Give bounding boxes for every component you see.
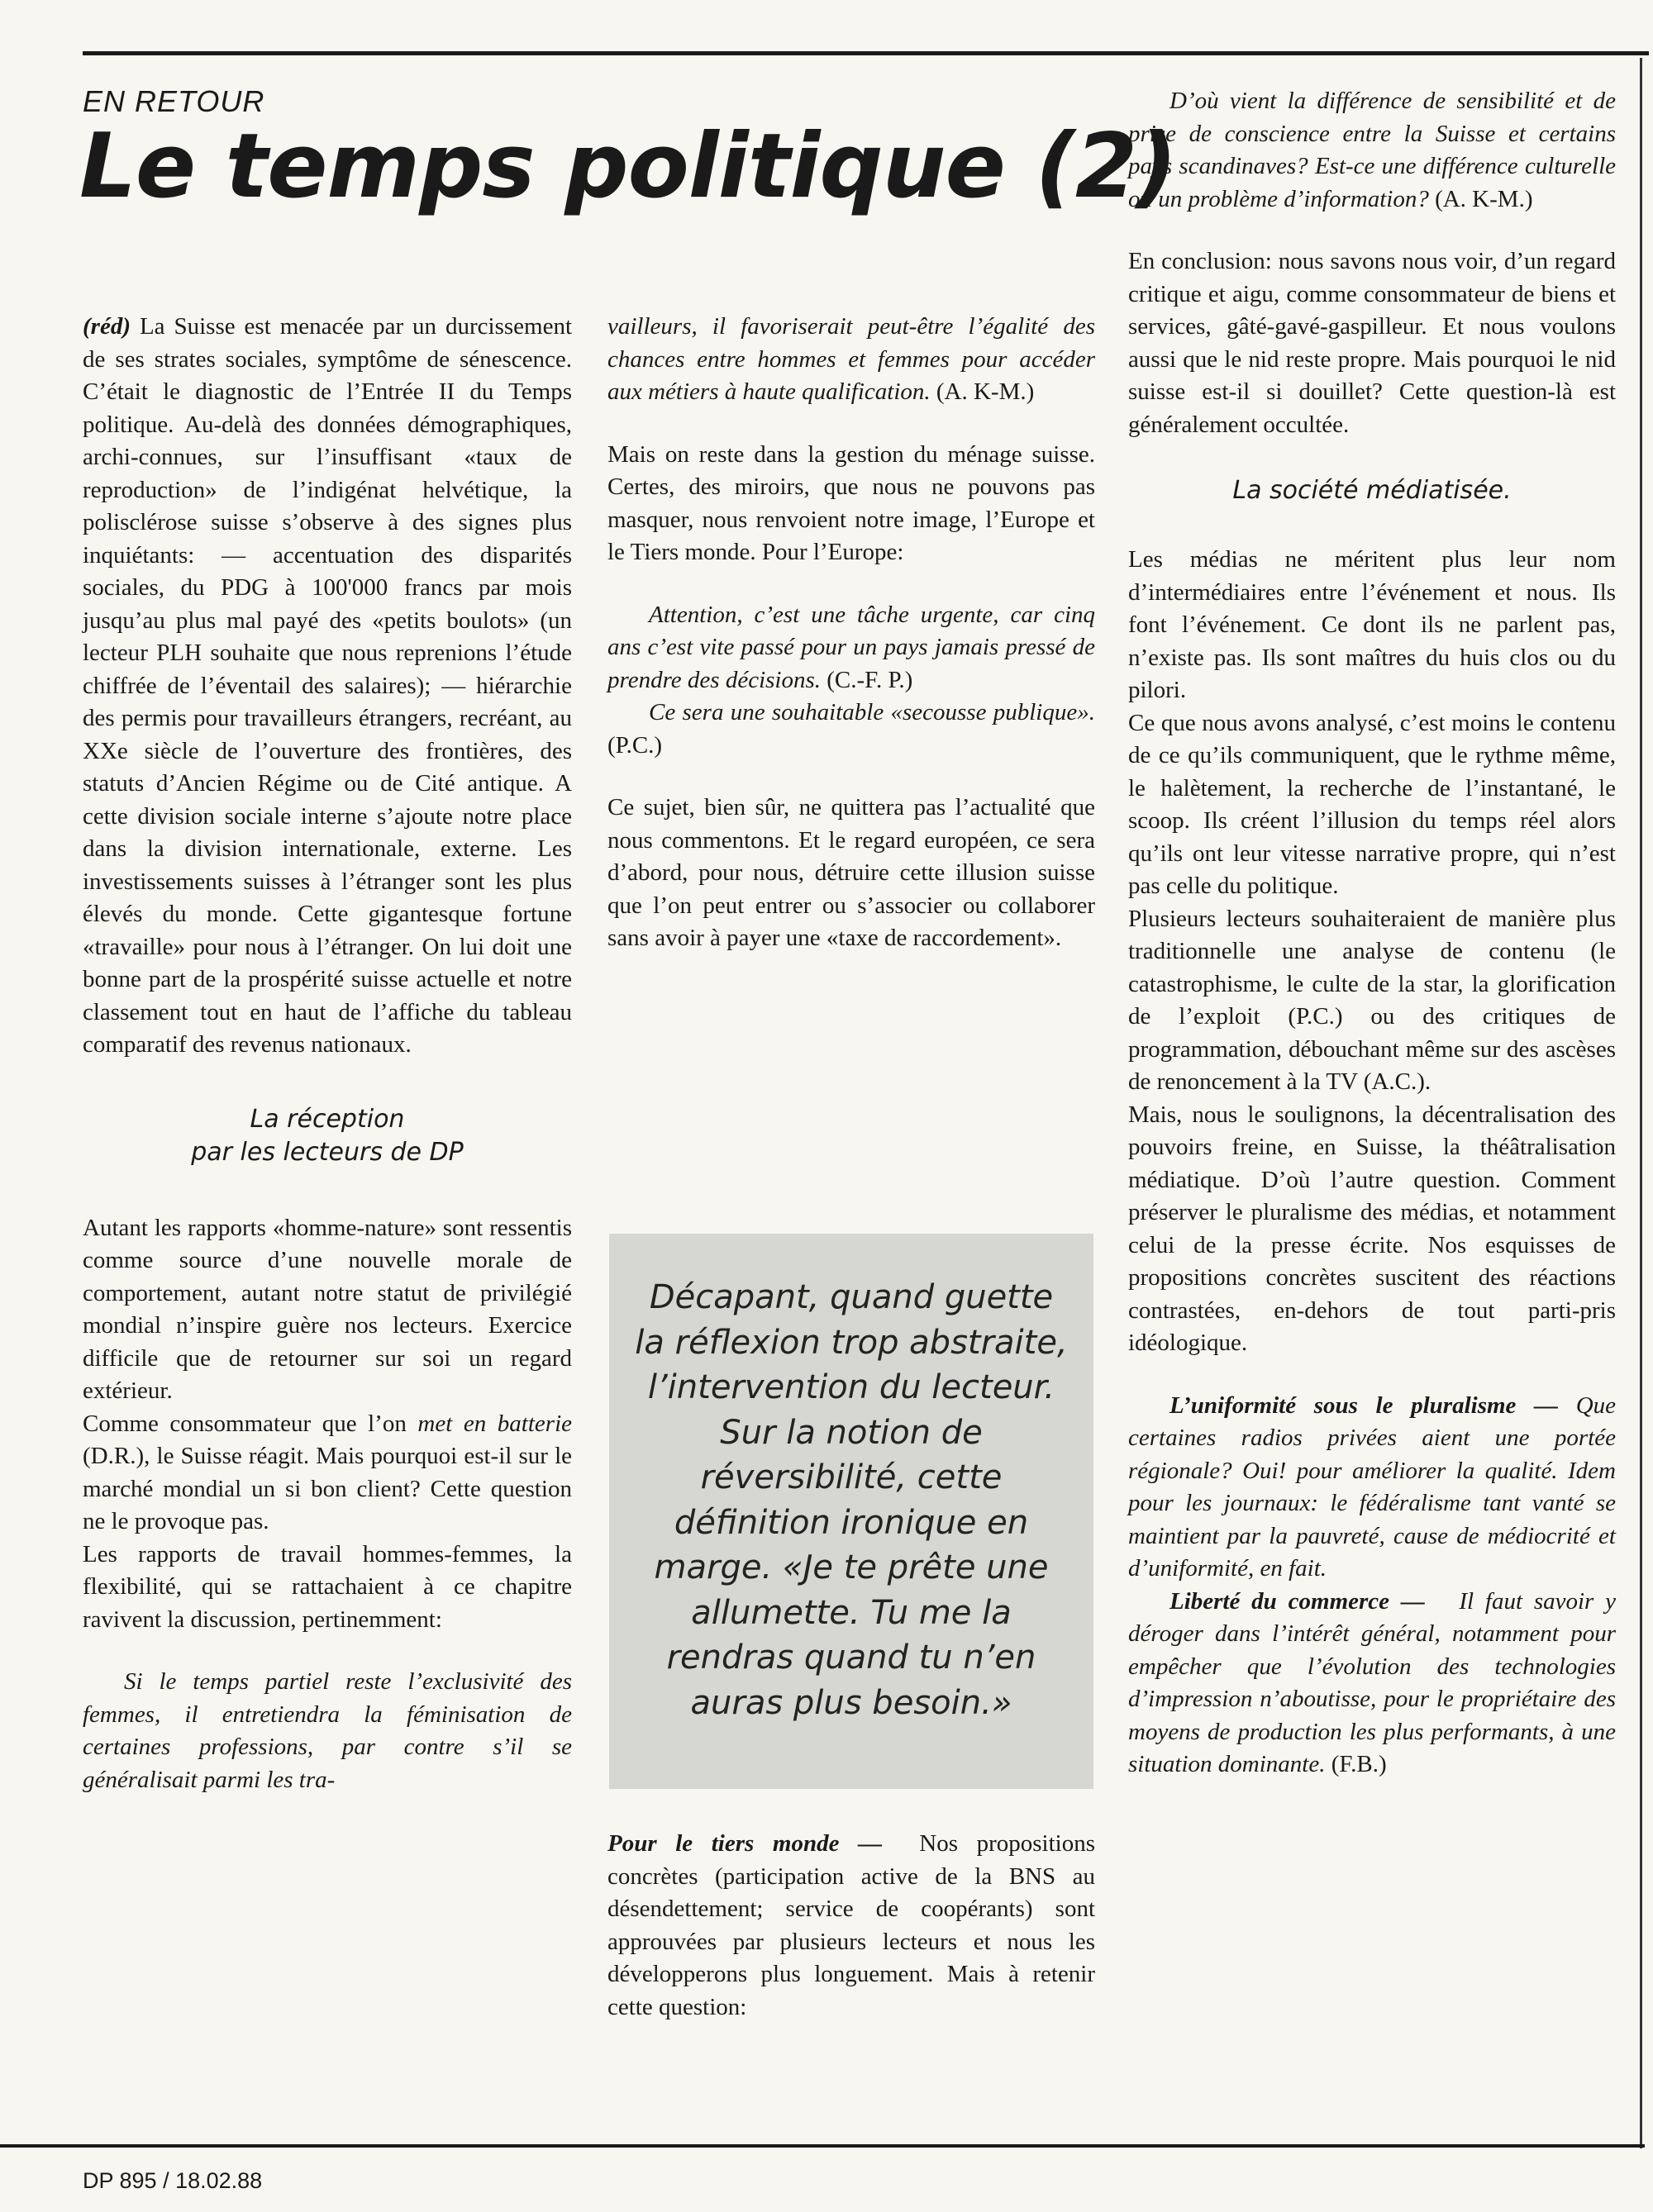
- reader-quote: Ce sera une souhaitable «secousse publique». (P.C.): [607, 699, 1095, 759]
- reader-quote: Si le temps partiel reste l’exclusivité des femmes, il entretiendra la féminisation de certaines professions, par contre s’il se généralisait parmi les tra-: [83, 1668, 572, 1793]
- bottom-rule: [0, 2144, 1645, 2148]
- reader-quote: L’uniformité sous le pluralisme — Que certaines radios privées aient une portée régionale? Oui! pour améliorer la qualité. Idem pour les journaux: le fédéralisme tant vanté se maintient par la pauvreté, cause de médiocrité et d’uniformité, en fait.: [1128, 1391, 1617, 1582]
- paragraph: En conclusion: nous savons nous voir, d’un regard critique et aigu, comme consommateur de biens et services, gâté-gavé-gaspilleur. Et nous voulons aussi que le nid reste propre. Mais pourquoi le nid suisse est-il si douillet? Cette question-là est généralement occultée.: [1128, 248, 1616, 438]
- runin-heading: Pour le tiers monde —: [607, 1830, 883, 1857]
- intro-paragraph: [83, 311, 572, 1062]
- pull-quote-box: Décapant, quand guette la réflexion trop abstraite, l’intervention du lecteur. Sur la notion de réversibilité, cette définition ironique en marge. «Je te prête une allumette. Tu me la rendras quand tu n’en auras plus besoin.»: [609, 1234, 1093, 1789]
- reader-quote: Attention, c’est une tâche urgente, car cinq ans c’est vite passé pour un pays jamais pressé de prendre des décisions. (C.-F. P.): [607, 601, 1095, 693]
- issue-footer: DP 895 / 18.02.88: [83, 2168, 263, 2193]
- article-title: Le temps politique (2): [79, 115, 1177, 218]
- subhead-line-2: par les lecteurs de DP: [191, 1137, 464, 1167]
- section-label: EN RETOUR: [83, 84, 265, 118]
- subhead-reception: [83, 1103, 572, 1169]
- paragraph: Pour le tiers monde — Nos propositions concrètes (participation active de la BNS au désendettement; service de coopérants) sont approuvées par plusieurs lecteurs et nous les développerons plus longuement. Mais à retenir cette question:: [607, 1830, 1096, 2020]
- column-1: [83, 311, 572, 1796]
- reader-quote-end: vailleurs, il favoriserait peut-être l’égalité des chances entre hommes et femmes pour accéder aux métiers à haute qualification. (A. K-M.): [607, 313, 1095, 405]
- intro-text: La Suisse est menacée par un durcissement de ses strates sociales, symptôme de sénescence. C’était le diagnostic de l’Entrée II du Temps politique. Au-delà des données démographiques, archi-connues, sur l’insuffisant «taux de reproduction» de l’indigénat helvétique, la polisclérose suisse s’observe à des signes plus inquiétants: — accentuation des disparités sociales, du PDG à 100'000 francs par mois jusqu’au plus mal payé des «petits boulots» (un lecteur PLH souhaite que nous reprenions l’étude chiffrée de l’éventail des salaires); — hiérarchie des permis pour travailleurs étrangers, recréant, au XXe siècle de l’ouverture des frontières, des statuts d’Ancien Régime ou de Cité antique. A cette division sociale interne s’ajoute notre place dans la division internationale, externe. Les investissements suisses à l’étranger sont les plus élevés du monde. Cette gigantesque fortune «travaille» pour nous à l’étranger. On lui doit une bonne part de la prospérité suisse actuelle et notre classement tout en haut de l’affiche du tableau comparatif des revenus nationaux.: [83, 313, 573, 1058]
- runin-heading: L’uniformité sous le pluralisme —: [1169, 1391, 1559, 1419]
- paragraph: Autant les rapports «homme-nature» sont ressentis comme source d’une nouvelle morale de comportement, autant notre statut de privilégié mondial n’inspire guère nos lecteurs. Exercice difficile que de retourner sur soi un regard extérieur.: [83, 1214, 572, 1404]
- paragraph: Mais, nous le soulignons, la décentralisation des pouvoirs freine, en Suisse, la théâtralisation médiatique. D’où l’autre question. Comment préserver le pluralisme des médias, et notamment celui de la presse écrite. Nos esquisses de propositions concrètes suscitent des réactions contrastées, en-dehors de tout parti-pris idéologique.: [1128, 1101, 1616, 1356]
- paragraph: Les médias ne méritent plus leur nom d’intermédiaires entre l’événement et nous. Ils font l’événement. Ce dont ils ne parlent pas, n’existe pas. Ils sont maîtres du huis clos ou du pilori.: [1128, 546, 1616, 703]
- intro-tag: (réd): [83, 313, 131, 340]
- paragraph: Mais on reste dans la gestion du ménage suisse. Certes, des miroirs, que nous ne pouvons pas masquer, nous renvoient notre image, l’Europe et le Tiers monde. Pour l’Europe:: [607, 440, 1095, 565]
- reader-quote: D’où vient la différence de sensibilité et de prise de conscience entre la Suisse et certains pays scandinaves? Est-ce une différence culturelle ou un problème d’information? (A. K-M.): [1128, 88, 1616, 212]
- subhead-line-1: La réception: [250, 1104, 405, 1134]
- quote-author: (F.B.): [1331, 1751, 1387, 1777]
- quote-author: (C.-F. P.): [826, 666, 913, 693]
- paragraph: Comme consommateur que l’on met en batterie (D.R.), le Suisse réagit. Mais pourquoi est-il sur le marché mondial un si bon client? Cette question ne le provoque pas.: [83, 1410, 572, 1534]
- quote-author: (A. K-M.): [1435, 185, 1533, 212]
- quote-author: (A. K-M.): [936, 378, 1035, 405]
- column-2-bottom: [607, 1828, 1095, 2024]
- top-rule: [83, 51, 1649, 55]
- paragraph: Plusieurs lecteurs souhaiteraient de manière plus traditionnelle une analyse de contenu (le catastrophisme, le culte de la star, la glorification de l’exploit (P.C.) ou des critiques de programmation, débouchant même sur des ascèses de renoncement à la TV (A.C.).: [1128, 905, 1616, 1095]
- reader-quote: Liberté du commerce — Il faut savoir y déroger dans l’intérêt général, notamment pour empêcher que l’évolution des technologies d’impression n’aboutisse, pour le propriétaire des moyens de production les plus performants, à une situation dominante. (F.B.): [1128, 1587, 1617, 1777]
- runin-heading: Liberté du commerce —: [1169, 1587, 1425, 1615]
- column-3: [1128, 85, 1616, 1781]
- paragraph: Ce que nous avons analysé, c’est moins le contenu de ce qu’ils communiquent, que le rythme même, le halètement, la recherche de l’instantané, le scoop. Ils créent l’illusion du temps réel alors qu’ils ont leur vitesse narrative propre, qui n’est pas celle du politique.: [1128, 709, 1616, 899]
- paragraph: Ce sujet, bien sûr, ne quittera pas l’actualité que nous commentons. Et le regard européen, ce sera d’abord, pour nous, détruire cette illusion suisse que l’on peut entrer ou s’associer ou collaborer sans avoir à payer une «taxe de raccordement».: [607, 794, 1095, 951]
- paragraph: Les rapports de travail hommes-femmes, la flexibilité, qui se rattachaient à ce chapitre ravivent la discussion, pertinemment:: [83, 1540, 572, 1633]
- quote-author: (P.C.): [607, 731, 663, 759]
- subhead-mediatisee: La société médiatisée.: [1232, 476, 1512, 505]
- right-edge-rule: [1640, 58, 1642, 2148]
- column-2: [607, 311, 1095, 955]
